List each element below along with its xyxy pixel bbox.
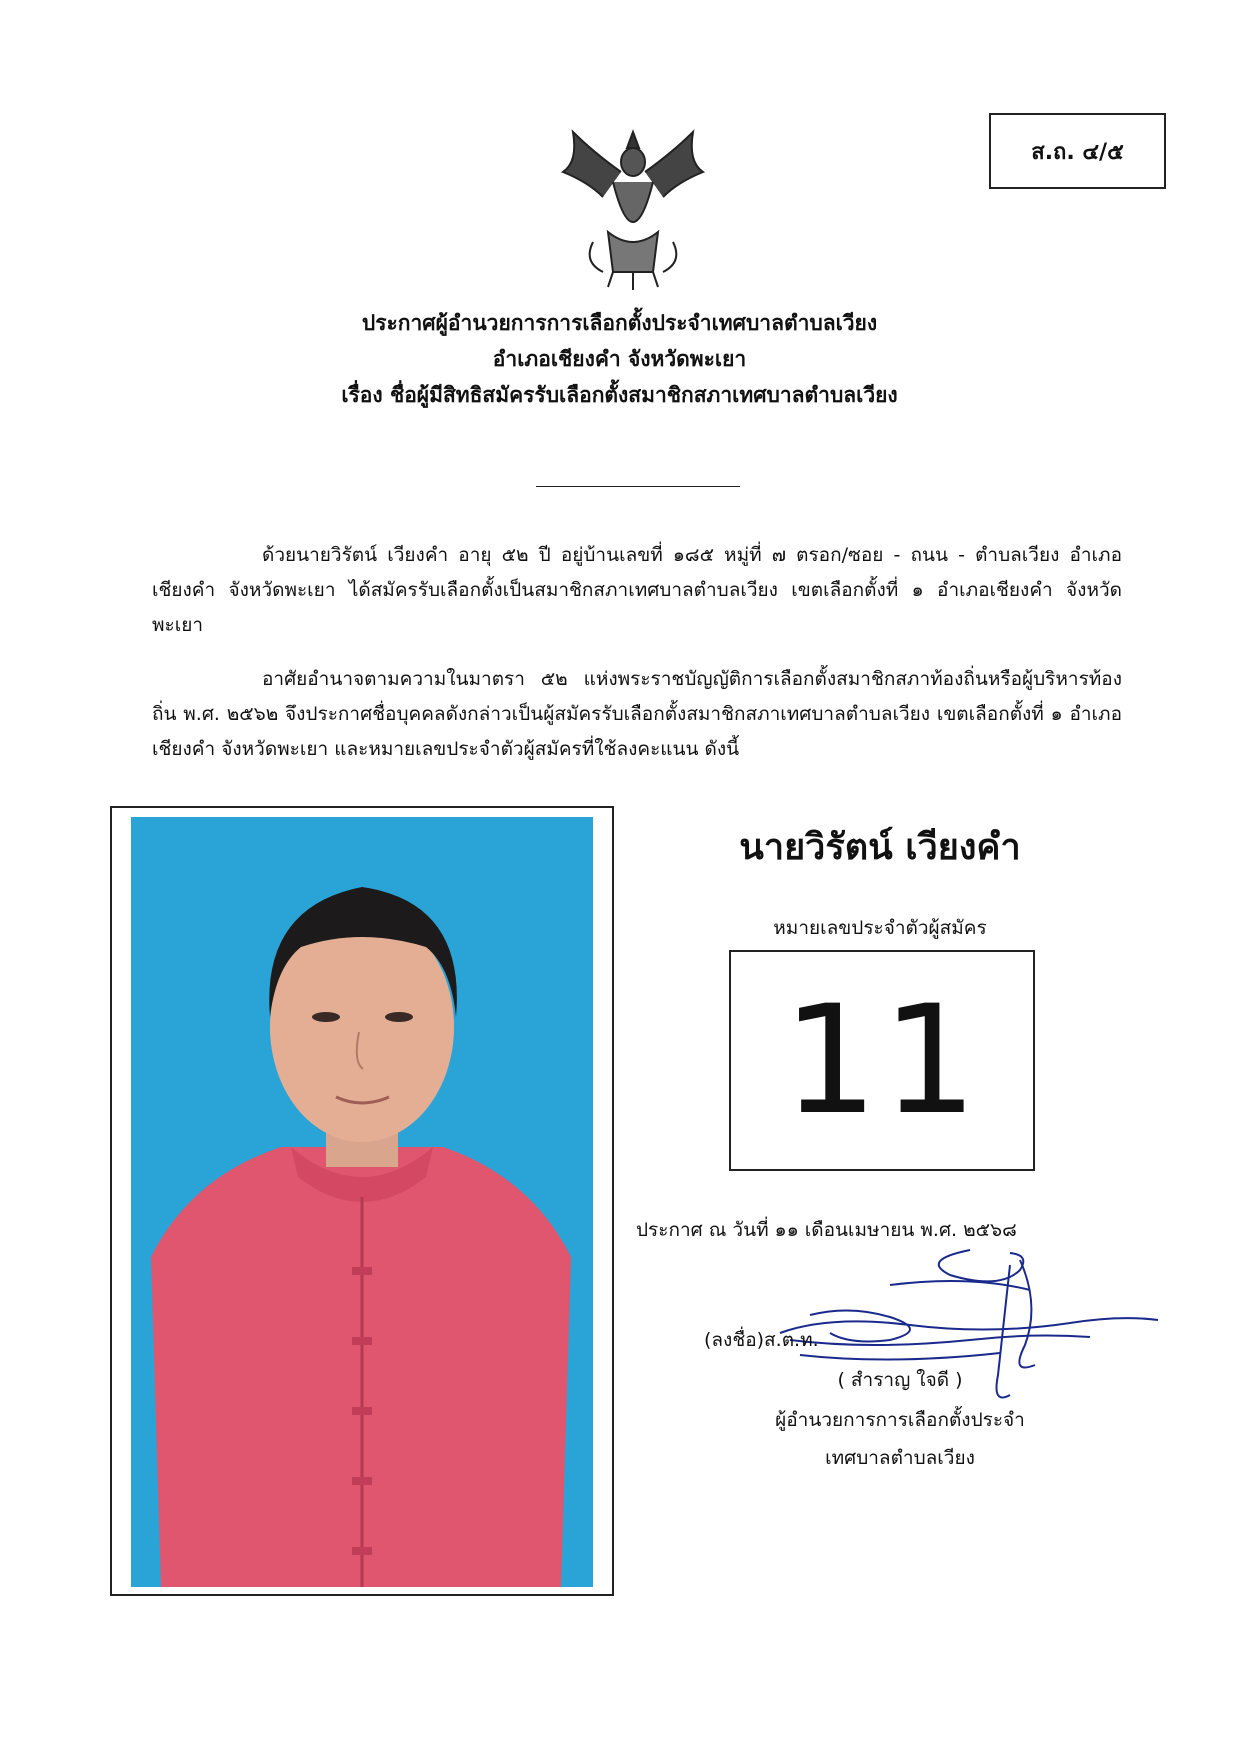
announcement-date: ประกาศ ณ วันที่ ๑๑ เดือนเมษายน พ.ศ. ๒๕๖๘ (636, 1219, 1017, 1241)
candidate-portrait-image (131, 817, 593, 1587)
body-paragraph-2 (152, 662, 1122, 767)
heading-line-1: ประกาศผู้อำนวยการการเลือกตั้งประจำเทศบาลตำบลเวียง (361, 311, 878, 335)
garuda-emblem-icon (553, 122, 713, 292)
candidate-photo (110, 806, 614, 1596)
heading-line-3: เรื่อง ชื่อผู้มีสิทธิสมัครรับเลือกตั้งสมาชิกสภาเทศบาลตำบลเวียง (341, 383, 898, 407)
signature-label: (ลงชื่อ)ส.ต.ท. (704, 1329, 819, 1351)
candidate-number-box (729, 950, 1035, 1171)
announcement-heading (0, 305, 1239, 413)
candidate-number: 11 (782, 973, 982, 1148)
form-code-box: ส.ถ. ๔/๕ (989, 113, 1166, 189)
body-paragraph-1 (152, 538, 1122, 643)
paragraph-2-text: อาศัยอำนาจตามความในมาตรา ๕๒ แห่งพระราชบัญญัติการเลือกตั้งสมาชิกสภาท้องถิ่นหรือผู้บริหารท้องถิ่น พ.ศ. ๒๕๖๒ จึงประกาศชื่อบุคคลดังกล่าวเป็นผู้สมัครรับเลือกตั้งสมาชิกสภาเทศบาลตำบลเวียง เขตเลือกตั้งที่ ๑ อำเภอเชียงคำ จังหวัดพะเยา และหมายเลขประจำตัวผู้สมัครที่ใช้ลงคะแนน ดังนี้ (152, 668, 1122, 760)
signer-title-line-1: ผู้อำนวยการการเลือกตั้งประจำ (775, 1409, 1025, 1431)
heading-divider (536, 486, 740, 487)
paragraph-1-text: ด้วยนายวิรัตน์ เวียงคำ อายุ ๕๒ ปี อยู่บ้านเลขที่ ๑๘๕ หมู่ที่ ๗ ตรอก/ซอย - ถนน - ตำบลเวียง อำเภอเชียงคำ จังหวัดพะเยา ได้สมัครรับเลือกตั้งเป็นสมาชิกสภาเทศบาลตำบลเวียง เขตเลือกตั้งที่ ๑ อำเภอเชียงคำ จังหวัดพะเยา (152, 544, 1122, 636)
candidate-name: นายวิรัตน์ เวียงคำ (739, 827, 1021, 868)
candidate-number-label: หมายเลขประจำตัวผู้สมัคร (773, 917, 987, 939)
signer-title-line-2: เทศบาลตำบลเวียง (825, 1447, 975, 1469)
heading-line-2: อำเภอเชียงคำ จังหวัดพะเยา (492, 347, 747, 371)
signer-name: ( สำราญ ใจดี ) (837, 1369, 963, 1391)
